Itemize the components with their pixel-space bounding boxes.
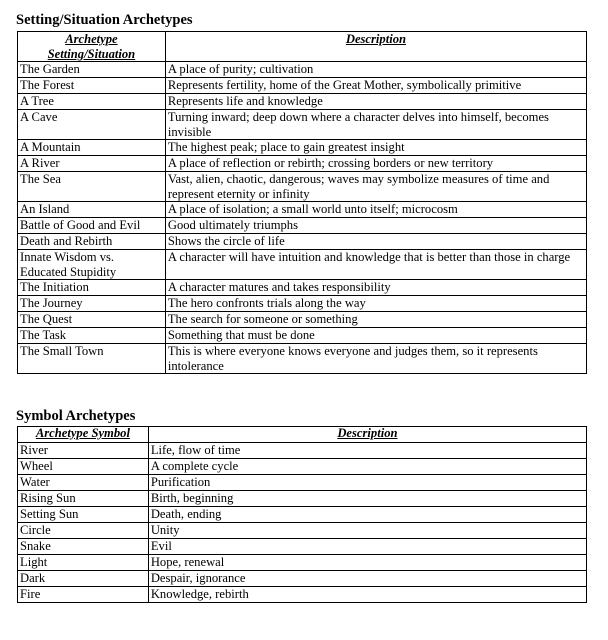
- description-cell: Purification: [148, 475, 586, 491]
- archetype-name-cell: A Cave: [18, 110, 166, 140]
- archetype-name-cell: The Journey: [18, 296, 166, 312]
- table-row: [18, 443, 587, 459]
- setting-archetypes-title: Setting/Situation Archetypes: [16, 12, 193, 28]
- column-header-archetype-symbol: Archetype Symbol: [18, 427, 149, 443]
- archetype-name-cell: Death and Rebirth: [18, 234, 166, 250]
- table-row: [18, 523, 587, 539]
- description-cell: Death, ending: [148, 507, 586, 523]
- description-cell: Something that must be done: [165, 328, 586, 344]
- description-cell: A complete cycle: [148, 459, 586, 475]
- table-row: [18, 218, 587, 234]
- description-cell: A character will have intuition and knowledge that is better than those in charge: [165, 250, 586, 280]
- archetype-name-cell: The Sea: [18, 172, 166, 202]
- column-header-description: Description: [148, 427, 586, 443]
- archetype-name-cell: Rising Sun: [18, 491, 149, 507]
- description-cell: Despair, ignorance: [148, 571, 586, 587]
- table-row: [18, 539, 587, 555]
- description-cell: Evil: [148, 539, 586, 555]
- description-cell: Unity: [148, 523, 586, 539]
- archetype-name-cell: Light: [18, 555, 149, 571]
- description-cell: A character matures and takes responsibility: [165, 280, 586, 296]
- archetype-name-cell: Battle of Good and Evil: [18, 218, 166, 234]
- table-row: [18, 234, 587, 250]
- archetype-name-cell: A Mountain: [18, 140, 166, 156]
- description-cell: This is where everyone knows everyone and judges them, so it represents intolerance: [165, 344, 586, 374]
- table-row: [18, 571, 587, 587]
- table-row: [18, 475, 587, 491]
- archetype-name-cell: The Quest: [18, 312, 166, 328]
- archetype-name-cell: Innate Wisdom vs. Educated Stupidity: [18, 250, 166, 280]
- table-row: [18, 328, 587, 344]
- table-row: [18, 555, 587, 571]
- archetype-name-cell: Snake: [18, 539, 149, 555]
- description-cell: The hero confronts trials along the way: [165, 296, 586, 312]
- table-row: [18, 202, 587, 218]
- description-cell: Represents life and knowledge: [165, 94, 586, 110]
- archetype-name-cell: The Garden: [18, 62, 166, 78]
- table-row: [18, 62, 587, 78]
- archetype-name-cell: Water: [18, 475, 149, 491]
- table-row: [18, 78, 587, 94]
- description-cell: Hope, renewal: [148, 555, 586, 571]
- table-row: [18, 110, 587, 140]
- description-cell: Life, flow of time: [148, 443, 586, 459]
- table-row: [18, 296, 587, 312]
- archetype-name-cell: River: [18, 443, 149, 459]
- table-row: [18, 459, 587, 475]
- description-cell: The search for someone or something: [165, 312, 586, 328]
- archetype-name-cell: The Forest: [18, 78, 166, 94]
- archetype-name-cell: Fire: [18, 587, 149, 603]
- table-row: [18, 172, 587, 202]
- archetype-name-cell: Wheel: [18, 459, 149, 475]
- table-row: [18, 491, 587, 507]
- table-row: [18, 156, 587, 172]
- description-cell: A place of reflection or rebirth; crossing borders or new territory: [165, 156, 586, 172]
- table-row: [18, 507, 587, 523]
- archetype-name-cell: Setting Sun: [18, 507, 149, 523]
- table-row: [18, 94, 587, 110]
- description-cell: Birth, beginning: [148, 491, 586, 507]
- table-row: [18, 587, 587, 603]
- archetype-name-cell: An Island: [18, 202, 166, 218]
- setting-archetypes-table: [17, 31, 587, 374]
- symbol-archetypes-title: Symbol Archetypes: [16, 408, 136, 424]
- description-cell: Vast, alien, chaotic, dangerous; waves may symbolize measures of time and represent eternity or infinity: [165, 172, 586, 202]
- symbol-archetypes-table: [17, 426, 587, 603]
- table-row: [18, 140, 587, 156]
- archetype-name-cell: Dark: [18, 571, 149, 587]
- table-row: [18, 280, 587, 296]
- description-cell: A place of purity; cultivation: [165, 62, 586, 78]
- archetype-name-cell: A Tree: [18, 94, 166, 110]
- description-cell: Good ultimately triumphs: [165, 218, 586, 234]
- archetype-name-cell: The Task: [18, 328, 166, 344]
- table-row: [18, 312, 587, 328]
- description-cell: Knowledge, rebirth: [148, 587, 586, 603]
- table-row: [18, 344, 587, 374]
- description-cell: Represents fertility, home of the Great Mother, symbolically primitive: [165, 78, 586, 94]
- column-header-description: Description: [165, 32, 586, 62]
- table-header-row: [18, 32, 587, 62]
- column-header-archetype: Archetype Setting/Situation: [18, 32, 166, 62]
- description-cell: The highest peak; place to gain greatest insight: [165, 140, 586, 156]
- table-row: [18, 250, 587, 280]
- archetype-name-cell: Circle: [18, 523, 149, 539]
- archetype-name-cell: The Initiation: [18, 280, 166, 296]
- archetype-name-cell: A River: [18, 156, 166, 172]
- description-cell: Shows the circle of life: [165, 234, 586, 250]
- table-header-row: [18, 427, 587, 443]
- description-cell: Turning inward; deep down where a character delves into himself, becomes invisible: [165, 110, 586, 140]
- description-cell: A place of isolation; a small world unto itself; microcosm: [165, 202, 586, 218]
- archetype-name-cell: The Small Town: [18, 344, 166, 374]
